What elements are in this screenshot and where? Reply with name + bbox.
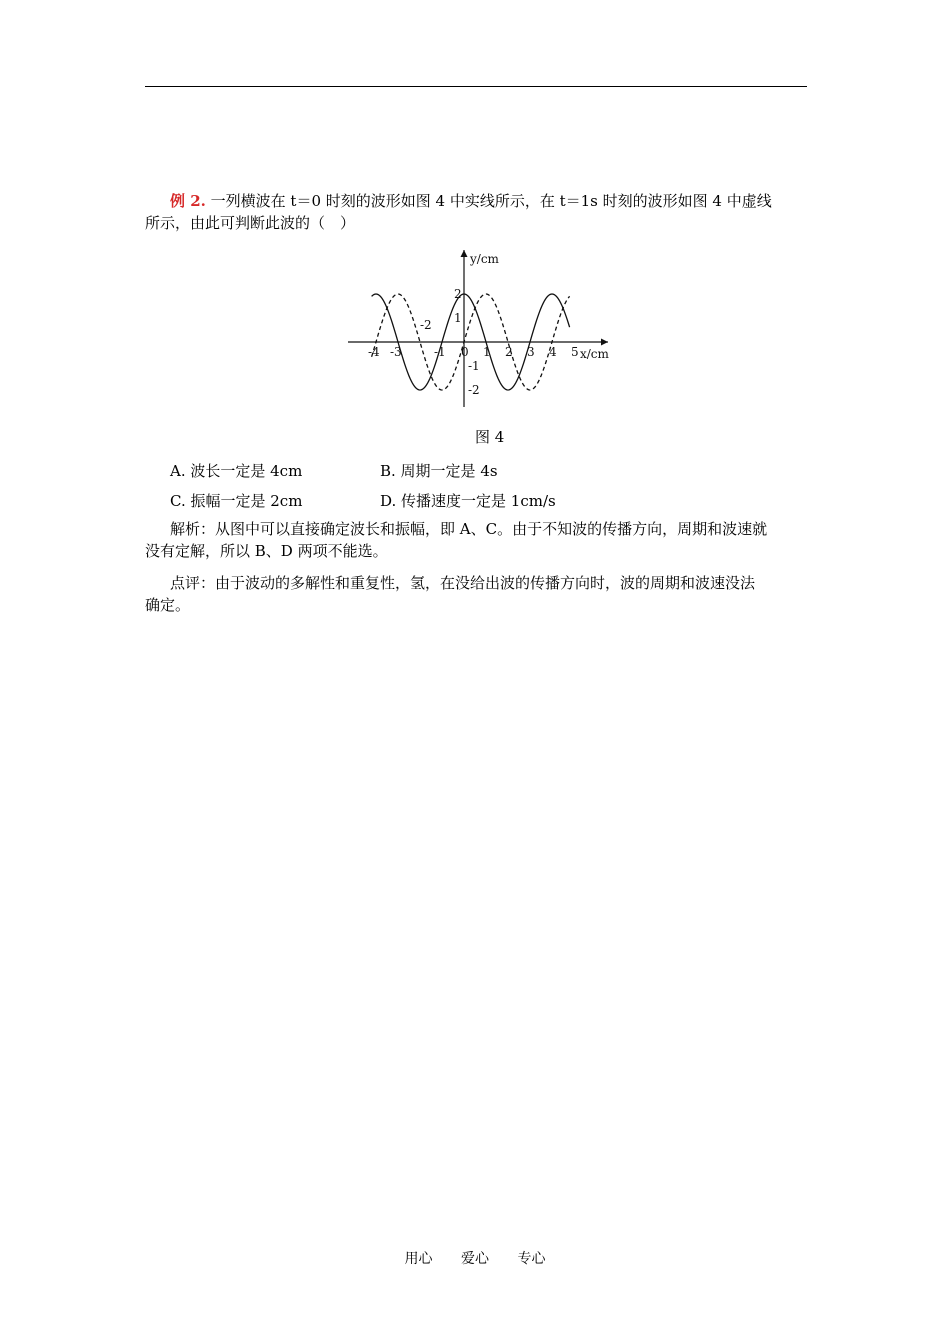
header-rule [145,86,807,87]
x-tick-label: 2 [505,345,513,359]
footer-item-1: 用心 [404,1251,433,1267]
option-a: A. 波长一定是 4cm [170,462,303,480]
example-label: 例 2. [170,192,206,210]
x-tick-label: -3 [390,345,402,359]
option-d: D. 传播速度一定是 1cm/s [380,492,556,510]
mark-label: -2 [420,318,432,332]
option-b: B. 周期一定是 4s [380,462,498,480]
wave-figure [340,242,630,414]
footer [0,1248,950,1268]
x-tick-label: -4 [368,345,380,359]
footer-item-2: 爱心 [461,1251,489,1267]
question-text-line1: 一列横波在 t＝0 时刻的波形如图 4 中实线所示，在 t＝1s 时刻的波形如图 4 中虚线 [205,192,772,210]
question-paragraph [145,190,807,212]
question-text-line2: 所示，由此可判断此波的（ ） [145,214,356,232]
x-tick-label: 1 [483,345,491,359]
comment-line2: 确定。 [145,596,191,614]
y-tick-label: -2 [468,383,480,397]
analysis-line2: 没有定解，所以 B、D 两项不能选。 [145,542,388,560]
y-tick-label: -1 [468,359,480,373]
comment-line1: 点评：由于波动的多解性和重复性，氢，在没给出波的传播方向时，波的周期和波速没法 [170,574,756,592]
wave-chart [340,242,630,414]
x-tick-label: 3 [527,345,535,359]
x-axis-label: x/cm [580,347,609,361]
option-c: C. 振幅一定是 2cm [170,492,303,510]
figure-caption: 图 4 [475,428,505,446]
y-axis-label: y/cm [470,252,499,266]
x-tick-label: 5 [571,345,579,359]
y-tick-label: 1 [454,311,462,325]
x-tick-label: 4 [549,345,557,359]
x-tick-label: 0 [461,345,469,359]
x-tick-label: -1 [434,345,446,359]
footer-item-3: 专心 [517,1251,546,1267]
analysis-line1: 解析：从图中可以直接确定波长和振幅，即 A、C。由于不知波的传播方向，周期和波速就 [170,520,768,538]
y-tick-label: 2 [454,287,462,301]
